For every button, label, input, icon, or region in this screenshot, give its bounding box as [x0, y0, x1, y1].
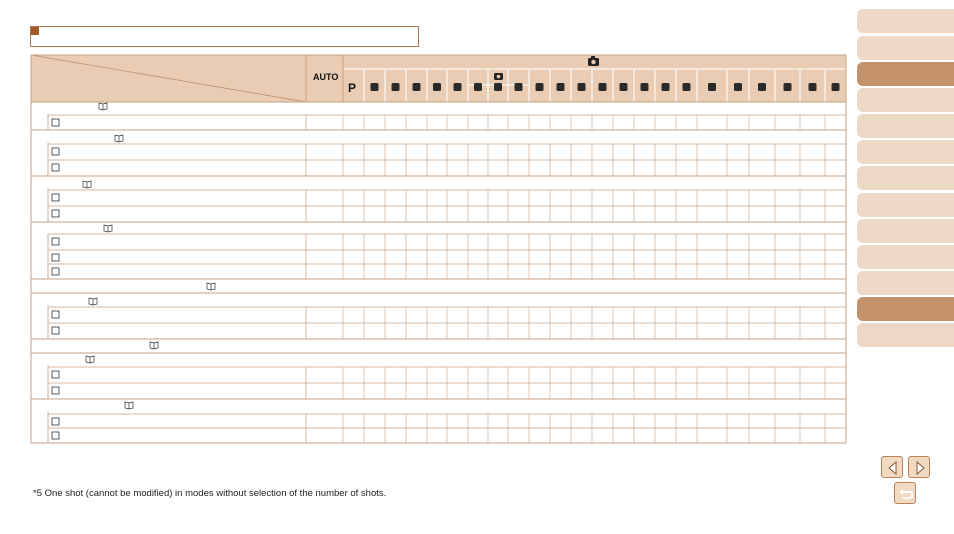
setting-glyph-icon [52, 194, 59, 201]
shooting-mode-icon [494, 83, 502, 91]
arrow-left-icon [882, 457, 904, 479]
setting-glyph-icon [52, 327, 59, 334]
book-reference-icon [150, 342, 158, 349]
setting-glyph-icon [52, 254, 59, 261]
chapter-tab-8[interactable] [857, 193, 954, 217]
setting-glyph-icon [52, 238, 59, 245]
prev-page-button[interactable] [881, 456, 903, 478]
chapter-tab-10[interactable] [857, 245, 954, 269]
shooting-mode-icon [832, 83, 840, 91]
arrow-right-icon [909, 457, 931, 479]
book-reference-icon [86, 356, 94, 363]
setting-glyph-icon [52, 418, 59, 425]
shooting-mode-icon [683, 83, 691, 91]
chapter-tab-2[interactable] [857, 36, 954, 60]
setting-glyph-icon [52, 164, 59, 171]
shooting-mode-icon [371, 83, 379, 91]
shooting-mode-icon [474, 83, 482, 91]
book-reference-icon [207, 283, 215, 290]
footnote: *5 One shot (cannot be modified) in modes without selection of the number of shots. [33, 488, 387, 499]
chapter-tab-11[interactable] [857, 271, 954, 295]
setting-glyph-icon [52, 432, 59, 439]
shooting-mode-icon [641, 83, 649, 91]
chapter-tab-3[interactable] [857, 62, 954, 86]
chapter-tab-1[interactable] [857, 9, 954, 33]
shooting-mode-icon [413, 83, 421, 91]
portrait-camera-icon [494, 73, 503, 80]
shooting-mode-icon [515, 83, 523, 91]
chapter-tab-6[interactable] [857, 140, 954, 164]
setting-glyph-icon [52, 371, 59, 378]
book-reference-icon [99, 103, 107, 110]
chapter-tab-5[interactable] [857, 114, 954, 138]
chapter-tab-12[interactable] [857, 297, 954, 321]
chapter-tab-13[interactable] [857, 323, 954, 347]
shooting-mode-icon [433, 83, 441, 91]
book-reference-icon [89, 298, 97, 305]
program-mode-label: P [348, 81, 357, 95]
setting-glyph-icon [52, 210, 59, 217]
shooting-mode-icon [599, 83, 607, 91]
shooting-mode-icon [708, 83, 716, 91]
setting-glyph-icon [52, 119, 59, 126]
book-reference-icon [115, 135, 123, 142]
setting-glyph-icon [52, 311, 59, 318]
return-icon [895, 483, 917, 505]
shooting-mode-icon [557, 83, 565, 91]
next-page-button[interactable] [908, 456, 930, 478]
return-button[interactable] [894, 482, 916, 504]
shooting-mode-icon [536, 83, 544, 91]
shooting-mode-icon [620, 83, 628, 91]
chapter-tab-7[interactable] [857, 166, 954, 190]
shooting-mode-icon [758, 83, 766, 91]
setting-glyph-icon [52, 268, 59, 275]
chapter-tab-9[interactable] [857, 219, 954, 243]
book-reference-icon [83, 181, 91, 188]
shooting-mode-icon [454, 83, 462, 91]
shooting-mode-icon [809, 83, 817, 91]
shooting-mode-icon [784, 83, 792, 91]
shooting-mode-icon [662, 83, 670, 91]
auto-mode-label: AUTO [313, 72, 339, 82]
shooting-mode-icon [578, 83, 586, 91]
book-reference-icon [125, 402, 133, 409]
shooting-mode-icon [392, 83, 400, 91]
setting-glyph-icon [52, 387, 59, 394]
shooting-mode-icon [734, 83, 742, 91]
chapter-tab-4[interactable] [857, 88, 954, 112]
setting-glyph-icon [52, 148, 59, 155]
book-reference-icon [104, 225, 112, 232]
